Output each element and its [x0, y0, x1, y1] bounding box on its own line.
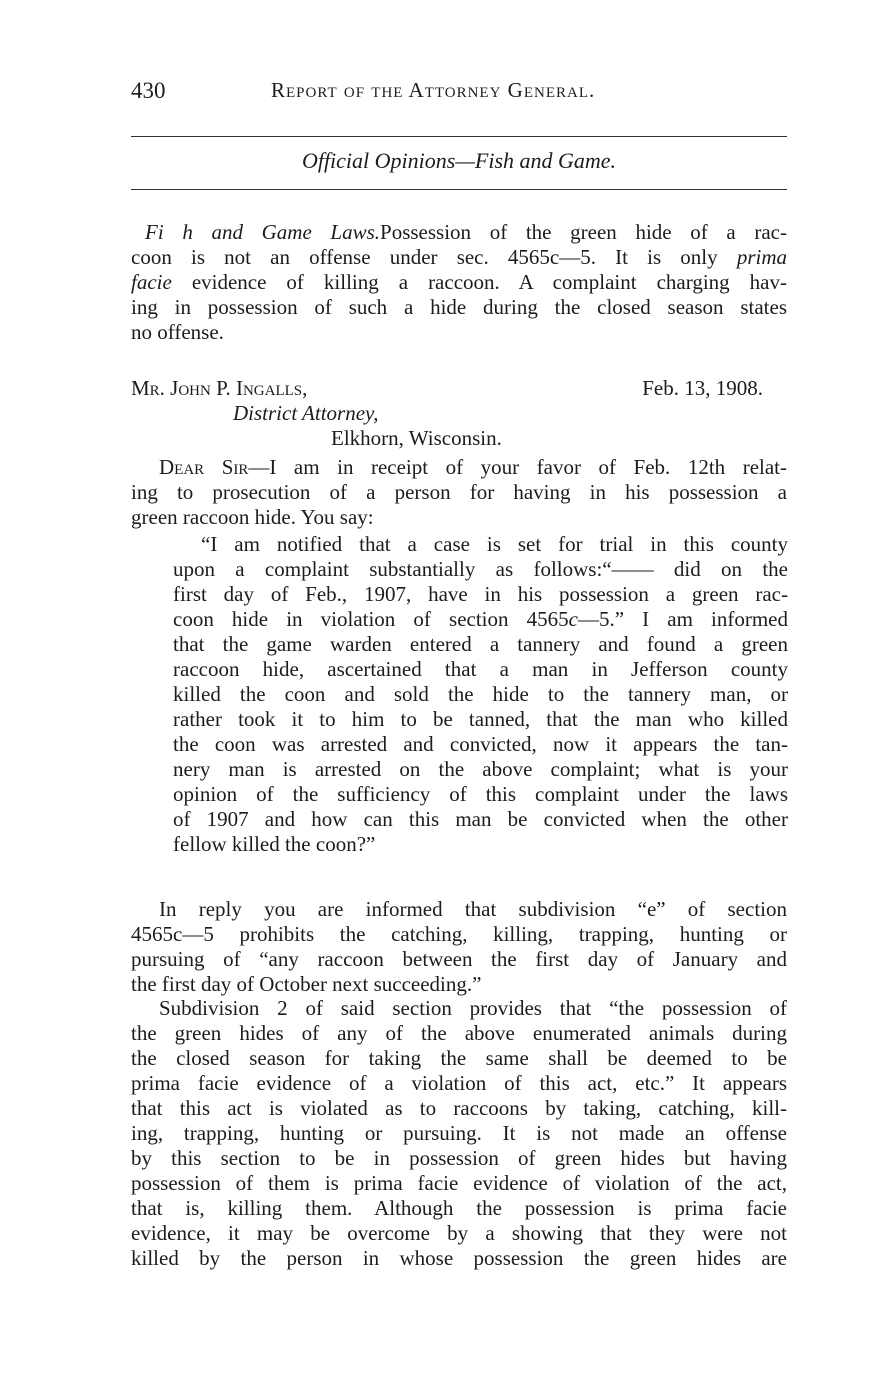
recipient-place: Elkhorn, Wisconsin.: [331, 426, 502, 450]
body-line: by this section to be in possession of green hides but having: [131, 1146, 787, 1170]
running-title: Report of the Attorney General.: [271, 78, 596, 102]
quote-line: fellow killed the coon?”: [173, 832, 376, 856]
quote-line: first day of Feb., 1907, have in his possession a green rac-: [173, 582, 788, 606]
page-number: 430: [131, 78, 166, 103]
body-line: killed by the person in whose possession the green hides are: [131, 1246, 787, 1270]
body-line: the green hides of any of the above enumerated animals during: [131, 1021, 787, 1045]
quote-line: coon hide in violation of section 4565c—5.” I am informed: [173, 607, 788, 631]
letter-line: ing to prosecution of a person for having in his possession a: [131, 480, 787, 504]
reply-line: 4565c—5 prohibits the catching, killing, trapping, hunting or: [131, 922, 787, 946]
letter-line: Dear Sir—I am in receipt of your favor of Feb. 12th relat-: [159, 455, 787, 479]
letter-opening: [131, 455, 787, 530]
quoted-letter: [173, 532, 788, 857]
section-title: Official Opinions—Fish and Game.: [301, 148, 617, 173]
reply-line: the first day of October next succeeding.”: [131, 972, 482, 996]
body-line: that is, killing them. Although the possession is prima facie: [131, 1196, 787, 1220]
address-block: [131, 376, 787, 456]
body-line: possession of them is prima facie evidence of violation of the act,: [131, 1171, 787, 1195]
reply-line: In reply you are informed that subdivision “e” of section: [159, 897, 787, 921]
headnote: [131, 220, 787, 345]
page-header: [131, 78, 786, 118]
body-line: Subdivision 2 of said section provides that “the possession of: [159, 996, 787, 1020]
recipient-name: Mr. John P. Ingalls,: [131, 376, 308, 400]
body-line: prima facie evidence of a violation of this act, etc.” It appears: [131, 1071, 787, 1095]
letter-date: Feb. 13, 1908.: [642, 376, 763, 400]
quote-line: nery man is arrested on the above complaint; what is your: [173, 757, 788, 781]
quote-line: rather took it to him to be tanned, that the man who killed: [173, 707, 788, 731]
body-line: the closed season for taking the same shall be deemed to be: [131, 1046, 787, 1070]
quote-line: “I am notified that a case is set for trial in this county: [201, 532, 788, 556]
body-line: that this act is violated as to raccoons by taking, catching, kill-: [131, 1096, 787, 1120]
recipient-title: District Attorney,: [233, 401, 379, 425]
subdivision-paragraph: [131, 996, 787, 1271]
reply-paragraph: [131, 897, 787, 997]
header-rule-top: [131, 136, 787, 137]
quote-line: upon a complaint substantially as follows:“—— did on the: [173, 557, 788, 581]
quote-line: raccoon hide, ascertained that a man in Jefferson county: [173, 657, 788, 681]
headnote-line: Fi h and Game Laws.Possession of the green hide of a rac-: [145, 220, 787, 244]
quote-line: opinion of the sufficiency of this complaint under the laws: [173, 782, 788, 806]
header-rule-bottom: [131, 189, 787, 190]
headnote-line: no offense.: [131, 320, 224, 344]
body-line: evidence, it may be overcome by a showing that they were not: [131, 1221, 787, 1245]
quote-line: that the game warden entered a tannery and found a green: [173, 632, 788, 656]
quote-line: killed the coon and sold the hide to the tannery man, or: [173, 682, 788, 706]
headnote-line: facie evidence of killing a raccoon. A complaint charging hav-: [131, 270, 787, 294]
headnote-line: ing in possession of such a hide during the closed season states: [131, 295, 787, 319]
headnote-line: coon is not an offense under sec. 4565c—5. It is only prima: [131, 245, 788, 269]
quote-line: the coon was arrested and convicted, now it appears the tan-: [173, 732, 788, 756]
salutation: Dear Sir: [159, 455, 249, 479]
body-line: ing, trapping, hunting or pursuing. It is not made an offense: [131, 1121, 787, 1145]
reply-line: pursuing of “any raccoon between the first day of January and: [131, 947, 787, 971]
letter-line: green raccoon hide. You say:: [131, 505, 374, 529]
headnote-topic: Fi h and Game Laws.: [145, 220, 381, 244]
quote-line: of 1907 and how can this man be convicted when the other: [173, 807, 788, 831]
